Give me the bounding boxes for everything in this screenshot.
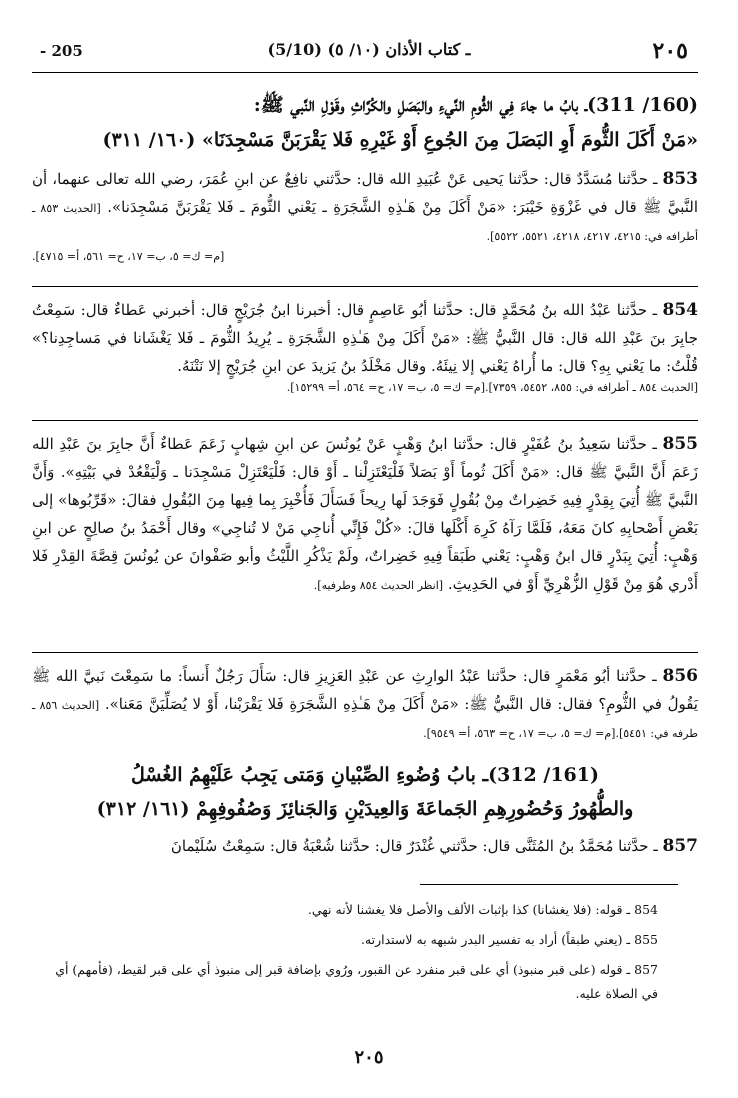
chapter-title-160: (160/ 311)ـ بابُ ما جاءَ فِي الثُّومِ النَّيءِ والبَصَلِ والكُرَّاثِ وقَوْلِ النَّبي ﷺ: xyxy=(253,94,698,116)
hadith-text: ـ حدَّثنا أبُو مَعْمَرٍ قال: حدَّثنا عَبْدُ الوارِثِ عن عَبْدِ العَزِيزِ قال: سَأَلَ رَجُلٌ أَنساً: ما سَمِعْتَ نَبيَّ الله ﷺ يَقُولُ في الثُّومِ؟ فقال: قال النَّبيُّ ﷺ: «مَنْ أَكَلَ مِنْ هَـٰذِهِ الشَّجَرَةِ فَلا يَقْرَبْنا، أَوْ لا يُصَلِّيَنَّ مَعَنا». xyxy=(32,667,698,713)
footer-page-number: ٢٠٥ xyxy=(354,1047,384,1068)
hadith-855 xyxy=(32,430,698,598)
hadith-854 xyxy=(32,296,698,396)
chapter-title-161-line2: والطُّهُورُ وَحُضُورِهِمِ الجَماعَةَ وَالعِيدَيْنِ وَالجَنائِزَ وَصُفُوفِهِمْ (١٦١/ ٣١٢) xyxy=(96,798,634,820)
chapter-title-161-line1: (161/ 312)ـ بابُ وُضُوءِ الصِّبْيانِ وَمَتى يَجِبُ عَلَيْهِمُ الغُسْلُ xyxy=(130,764,599,786)
hadith-853 xyxy=(32,165,698,265)
hadith-text: ـ حدَّثنا سَعِيدُ بنُ عُفَيْرٍ قال: حدَّثنا ابنُ وَهْبٍ عَنْ يُونُسَ عن ابنِ شِهابٍ زَعَمَ عَطاءٌ أَنَّ جابِرَ بنَ عَبْدِ الله زَعَمَ أَنَّ النَّبيَّ ﷺ قال: «مَنْ أَكَلَ ثُوماً أَوْ بَصَلاً فَلْيَعْتَزِلْنا ـ أَوْ قال: فَلْيَعْتَزِلْ مَسْجِدَنا ـ وَلْيَقْعُدْ في بَيْتِهِ». وَأَنَّ النَّبيَّ ﷺ أُتِيَ بِقِدْرٍ فِيهِ خَضِراتٌ مِنْ بُقُولٍ فَوَجَدَ لَها رِيحاً فَسَأَلَ فَأُخْبِرَ بِما فِيها مِنَ البُقُولِ فقالَ: «قَرِّبُوها» إلى بَعْضِ أَصْحابِهِ كانَ مَعَهُ، فَلَمَّا رَآهُ كَرِهَ أَكْلَها قالَ: «كُلْ فَإِنِّي أُناجِي مَنْ لا تُناجِي» وقال أَحْمَدُ بنُ صالِحٍ عن ابنِ وَهْبٍ: أُتِيَ بِبَدْرٍ قال ابنُ وَهْبٍ: يَعْني طَبَقاً فِيهِ خَضِراتٌ، ولَمْ يَذْكُرِ اللَّيْثُ وأبو صَفْوانَ عن يُونُسَ قِصَّةَ القِدْرِ فَلا أَدْري هُوَ مِنْ قَوْلِ الزُّهْرِيِّ أَوْ في الحَدِيثِ. xyxy=(32,435,698,593)
header-page-number-arabic: ٢٠٥ xyxy=(652,38,688,64)
separator xyxy=(32,420,698,421)
header-running-title: (5/10) ـ كتاب الأذان (١٠/ ٥) xyxy=(267,40,471,59)
hadith-number: 854 xyxy=(662,300,698,320)
header-page-number-latin: - 205 xyxy=(40,42,83,60)
hadith-text: ـ حدَّثنا مُسَدَّدٌ قال: حدَّثنا يَحيى عَنْ عُبَيدِ الله قال: حدَّثني نافِعٌ عن ابنِ عُمَرَ، رضي الله تعالى عنهما، أن النَّبيَّ ﷺ قال في غَزْوَةِ خَيْبَرَ: «مَنْ أَكَلَ مِنْ هَـٰذِهِ الشَّجَرَةِ ـ يَعْني الثُّومَ ـ فَلا يَقْرَبَنَّ مَسْجِدَنا». xyxy=(32,170,698,216)
chapter-quote-160: «مَنْ أَكَلَ الثُّومَ أَوِ البَصَلَ مِنَ الجُوعِ أَوْ غَيْرِهِ فَلا يَقْرَبَنَّ مَسْجِدَنَا» (١٦٠/ ٣١١) xyxy=(102,129,698,151)
hadith-reference: [الحديث ٨٥٤ ـ أطرافه في: ٨٥٥، ٥٤٥٢، ٧٣٥٩].[م= ك= ٥، ب= ١٧، ح= ٥٦٤، أ= ١٥٢٩٩]. xyxy=(286,381,698,394)
header-rule xyxy=(32,72,698,73)
hadith-reference-2: [م= ك= ٥، ب= ١٧، ح= ٥٦١، أ= ٤٧١٥]. xyxy=(32,250,225,263)
footnote-854: 854 ـ قوله: (فلا يغشانا) كذا بإثبات الألف والأصل فلا يغشنا لأنه نهي. xyxy=(307,902,658,917)
hadith-number: 853 xyxy=(662,169,698,189)
hadith-text: ـ حدَّثنا مُحَمَّدُ بنُ المُثَنَّى قال: حدَّثني غُنْدَرٌ قال: حدَّثنا شُعْبَةُ قال: سَمِعْتُ سُلَيْمانَ xyxy=(170,837,658,855)
hadith-number: 856 xyxy=(662,666,698,686)
separator xyxy=(32,286,698,287)
hadith-857 xyxy=(32,832,698,860)
hadith-856 xyxy=(32,662,698,746)
separator xyxy=(32,652,698,653)
hadith-number: 857 xyxy=(662,836,698,856)
hadith-reference: [الحديث ٨٥٦ ـ طرفه في: ٥٤٥١].[م= ك= ٥، ب= ١٧، ح= ٥٦٣، أ= ٩٥٤٩]. xyxy=(32,699,698,740)
hadith-number: 855 xyxy=(662,434,698,454)
hadith-reference: [انظر الحديث ٨٥٤ وطرفيه]. xyxy=(313,579,444,592)
footnote-855: 855 ـ (يعني طبقاً) أراد به تفسير البدر شبهه به لاستدارته. xyxy=(360,932,658,947)
page-header xyxy=(30,38,708,66)
hadith-text: ـ حدَّثنا عَبْدُ الله بنُ مُحَمَّدٍ قال: حدَّثنا أبُو عَاصِمٍ قال: أخبرنا ابنُ جُرَيْجٍ قال: أخبرني عَطاءٌ قال: سَمِعْتُ جابِرَ بنَ عَبْدِ الله قال: قال النَّبيُّ ﷺ: «مَنْ أَكَلَ مِنْ هَـٰذِهِ الشَّجَرَةِ ـ يُرِيدُ الثُّومَ ـ فَلا يَغْشَانا في مَساجِدِنا؟» قُلْتُ: ما يَعْني بِهِ؟ قال: ما أُراهُ يَعْني إلا نِيئَهُ. وقال مَخْلَدُ بنُ يَزيدَ عن ابنِ جُرَيْجٍ إلا نَتْنَهُ. xyxy=(32,301,698,375)
hadith-reference: [الحديث ٨٥٣ ـ أطرافه في: ٤٢١٥، ٤٢١٧، ٤٢١٨، ٥٥٢١، ٥٥٢٢]. xyxy=(32,202,698,243)
footnote-rule xyxy=(420,884,678,885)
footnote-857: 857 ـ قوله (على قبر منبوذ) أي على قبر منفرد عن القبور، ورُوي بإضافة قبر إلى منبوذ أي على قبر لقيط، (فأمهم) أي في الصلاة عليه. xyxy=(55,962,658,1001)
